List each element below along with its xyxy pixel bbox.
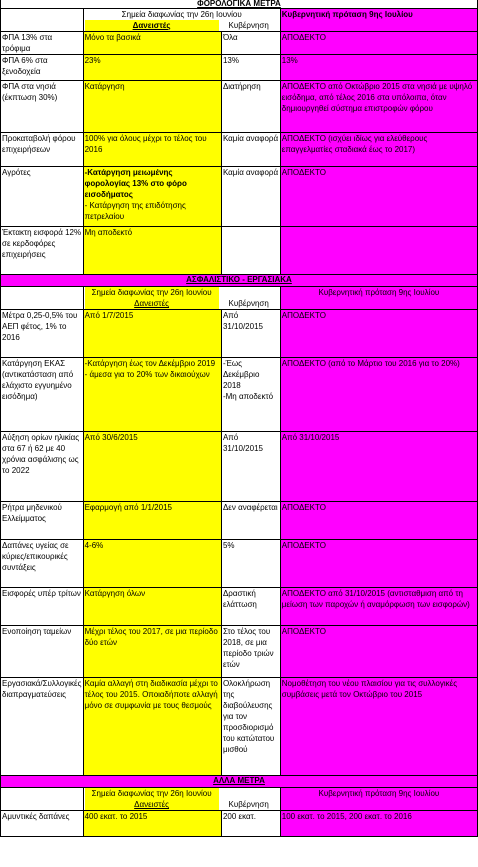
table-row: Αμυντικές δαπάνες 400 εκατ. το 2015 200 εκατ. 100 εκατ. το 2015, 200 εκατ. το 2016 [1, 811, 478, 837]
table-row: Έκτακτη εισφορά 12% σε κερδοφόρες επιχειρήσεις Μη αποδεκτό [1, 227, 478, 275]
table-row: Εισφορές υπέρ τρίτων Κατάργηση όλων Δραστική ελάττωση ΑΠΟΔΕΚΤΟ από 31/10/2015 (αντισταθμιση από τη μείωση των παροχών ή αναμόρφωση των εισφορών) [1, 588, 478, 626]
section-title-tax: ΦΟΡΟΛΟΓΙΚΑ ΜΕΤΡΑ [1, 0, 478, 9]
agreement-header: Σημεία διαφωνίας την 26η Ιουνίου Δανειστές Κυβέρνηση [83, 9, 280, 32]
lenders-header: Δανειστές [85, 20, 219, 31]
table-row: Μέτρα 0,25-0,5% του ΑΕΠ φέτος, 1% το 2016 Από 1/7/2015 Από 31/10/2015 ΑΠΟΔΕΚΤΟ [1, 310, 478, 358]
measures-table: ΦΟΡΟΛΟΓΙΚΑ ΜΕΤΡΑ Σημεία διαφωνίας την 26η Ιουνίου Δανειστές Κυβέρνηση Κυβερνητική πρόταση 9ης Ιουλίου ΦΠΑ 13% στα τρόφιμα Μόνο τα βασικά Όλα ΑΠΟΔΕΚΤΟ ΦΠΑ 6% στα ξενοδοχεία 23% 13% 13% ΦΠΑ στα νησιά (έκπτωση 30%) Κατάργηση Διατήρηση ΑΠΟΔΕΚΤΟ από Οκτώβριο 2015 στα νησιά με υψηλό εισόδημα, από τέλος 2016 στα υπόλοιπα, όταν δημιουργηθεί σύστημα επιστροφών φόρου Προκαταβολή φόρου επιχειρήσεων 100% για όλους μέχρι το τέλος του 2016 Καμία αναφορά ΑΠΟΔΕΚΤΟ (ισχύει ιδίως για ελεύθερους επαγγελματίες σταδιακά έως το 2017) Αγρότες -Κατάργηση μειωμένης φορολογίας 13% στο φόρο εισοδήματος - Κατάργηση της επιδότησης πετρελαίου Καμία αναφορά ΑΠΟΔΕΚΤΟ Έκτακτη εισφορά 12% σε κερδοφόρες επιχειρήσεις Μη αποδεκτό ΑΣΦΑΛΙΣΤΙΚΟ - ΕΡΓΑΣΙΑΚΑ Σημεία διαφωνίας την 26η Ιουνίου Δανειστές Κυβέρνηση Κυβερνητική πρόταση 9ης Ιουλίου Μέτρα 0,25-0,5% του ΑΕΠ φέτος, 1% το 2016 Από 1/7/2015 Από 31/10/2015 ΑΠΟΔΕΚΤΟ Κατάργηση ΕΚΑΣ (αντικατάσταση από ελάχιστο εγγυημένο εισόδημα) -Κατάργηση έως τον Δεκέμβριο 2019 - άμεσα για το 20% των δικαιούχων -Έως Δεκέμβριο 2018 -Μη αποδεκτό ΑΠΟΔΕΚΤΟ (από το Μάρτιο του 2016 για το 20%) Αύξηση ορίων ηλικίας στα 67 ή 62 με 40 χρόνια ασφάλισης ως το 2022 Από 30/6/2015 Από 31/10/2015 Από 31/10/2015 Ρήτρα μηδενικού Ελλείμματος Εφαρμογή από 1/1/2015 Δεν αναφέρεται ΑΠΟΔΕΚΤΟ Δαπάνες υγείας σε κύριες/επικουρικές συντάξεις 4-6% 5% ΑΠΟΔΕΚΤΟ Εισφορές υπέρ τρίτων Κατάργηση όλων Δραστική ελάττωση ΑΠΟΔΕΚΤΟ από 31/10/2015 (αντισταθμιση από τη μείωση των παροχών ή αναμόρφωση των εισφορών) Ενοποίηση ταμείων Μέχρι τέλος του 2017, σε μια περίοδο δύο ετών Στο τέλος του 2018, σε μια περίοδο τριών ετών ΑΠΟΔΕΚΤΟ Εργασιακά/Συλλογικές διαπραγματεύσεις Καμία αλλαγή στη διαδικασία μέχρι το τέλος του 2015. Οποιαδήποτε αλλαγή μόνο σε συμφωνία με τους θεσμούς Ολοκλήρωση της διαβούλευσης για τον προσδιορισμό του κατώτατου μισθού Νομοθέτηση του νέου πλαισίου για τις συλλογικές συμβάσεις μετά τον Οκτώβριο του 2015 ΑΛΛΑ ΜΕΤΡΑ Σημεία διαφωνίας την 26η Ιουνίου Δανειστές Κυβέρνηση Κυβερνητική πρόταση 9ης Ιουλίου Αμυντικές δαπάνες 400 εκατ. το 2015 200 εκατ. 100 εκατ. το 2015, 200 εκατ. το 2016 [0, 0, 478, 837]
table-row: Κατάργηση ΕΚΑΣ (αντικατάσταση από ελάχιστο εγγυημένο εισόδημα) -Κατάργηση έως τον Δεκέμβριο 2019 - άμεσα για το 20% των δικαιούχων -Έως Δεκέμβριο 2018 -Μη αποδεκτό ΑΠΟΔΕΚΤΟ (από το Μάρτιο του 2016 για το 20%) [1, 358, 478, 432]
table-row: Ρήτρα μηδενικού Ελλείμματος Εφαρμογή από 1/1/2015 Δεν αναφέρεται ΑΠΟΔΕΚΤΟ [1, 502, 478, 540]
table-row: Αύξηση ορίων ηλικίας στα 67 ή 62 με 40 χρόνια ασφάλισης ως το 2022 Από 30/6/2015 Από 31/10/2015 Από 31/10/2015 [1, 432, 478, 502]
table-row: ΦΠΑ στα νησιά (έκπτωση 30%) Κατάργηση Διατήρηση ΑΠΟΔΕΚΤΟ από Οκτώβριο 2015 στα νησιά με υψηλό εισόδημα, από τέλος 2016 στα υπόλοιπα, όταν δημιουργηθεί σύστημα επιστροφών φόρου [1, 81, 478, 133]
table-row: Προκαταβολή φόρου επιχειρήσεων 100% για όλους μέχρι το τέλος του 2016 Καμία αναφορά ΑΠΟΔΕΚΤΟ (ισχύει ιδίως για ελεύθερους επαγγελματίες σταδιακά έως το 2017) [1, 133, 478, 167]
table-row: Ενοποίηση ταμείων Μέχρι τέλος του 2017, σε μια περίοδο δύο ετών Στο τέλος του 2018, σε μια περίοδο τριών ετών ΑΠΟΔΕΚΤΟ [1, 626, 478, 678]
table-row: ΦΠΑ 6% στα ξενοδοχεία 23% 13% 13% [1, 55, 478, 81]
table-row: Δαπάνες υγείας σε κύριες/επικουρικές συντάξεις 4-6% 5% ΑΠΟΔΕΚΤΟ [1, 540, 478, 588]
table-row: ΦΠΑ 13% στα τρόφιμα Μόνο τα βασικά Όλα ΑΠΟΔΕΚΤΟ [1, 32, 478, 55]
table-row: Εργασιακά/Συλλογικές διαπραγματεύσεις Καμία αλλαγή στη διαδικασία μέχρι το τέλος του 2015. Οποιαδήποτε αλλαγή μόνο σε συμφωνία με τους θεσμούς Ολοκλήρωση της διαβούλευσης για τον προσδιορισμό του κατώτατου μισθού Νομοθέτηση του νέου πλαισίου για τις συλλογικές συμβάσεις μετά τον Οκτώβριο του 2015 [1, 678, 478, 776]
section-title-other: ΑΛΛΑ ΜΕΤΡΑ [1, 776, 478, 788]
proposal-header: Κυβερνητική πρόταση 9ης Ιουλίου [280, 9, 477, 32]
table-row: Αγρότες -Κατάργηση μειωμένης φορολογίας 13% στο φόρο εισοδήματος - Κατάργηση της επιδότησης πετρελαίου Καμία αναφορά ΑΠΟΔΕΚΤΟ [1, 167, 478, 227]
section-title-insurance: ΑΣΦΑΛΙΣΤΙΚΟ - ΕΡΓΑΣΙΑΚΑ [1, 275, 478, 287]
government-header: Κυβέρνηση [228, 21, 269, 30]
